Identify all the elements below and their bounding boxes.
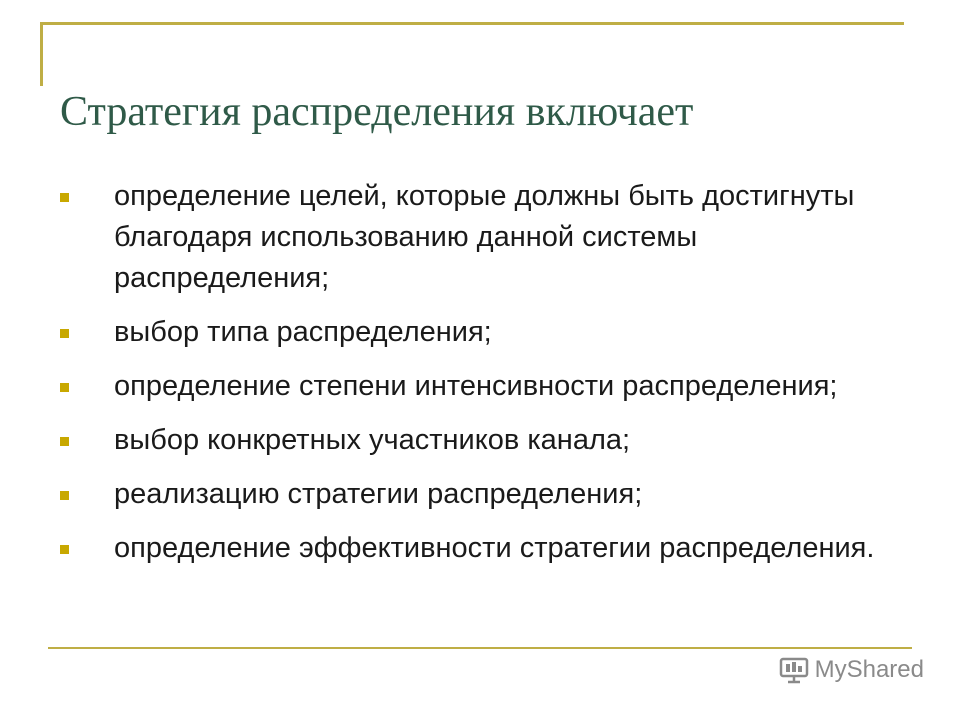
slide-title: Стратегия распределения включает [60, 89, 694, 135]
bullet-item [60, 420, 900, 461]
bullet-marker-icon [60, 545, 69, 554]
bullet-item [60, 366, 900, 407]
top-decor-line [40, 22, 904, 25]
bullet-text: реализацию стратегии распределения; [114, 478, 643, 510]
bullet-text: определение степени интенсивности распределения; [114, 370, 838, 402]
bullet-text: определение эффективности стратегии распределения. [114, 532, 875, 564]
bullet-marker-icon [60, 491, 69, 500]
watermark-text: MyShared [814, 656, 924, 683]
bullet-item [60, 312, 900, 353]
bullet-marker-icon [60, 383, 69, 392]
bullet-list [60, 176, 900, 582]
bullet-text: выбор типа распределения; [114, 316, 492, 348]
bullet-text: определение целей, которые должны быть достигнуты благодаря использованию данной системы распределения; [114, 180, 855, 294]
left-decor-line [40, 22, 43, 86]
bullet-item [60, 474, 900, 515]
bullet-item [60, 176, 900, 299]
bullet-item [60, 528, 900, 569]
slideshow-icon [779, 656, 809, 684]
bottom-decor-line [48, 647, 912, 649]
watermark [779, 656, 924, 684]
bullet-marker-icon [60, 193, 69, 202]
bullet-text: выбор конкретных участников канала; [114, 424, 631, 456]
bullet-marker-icon [60, 329, 69, 338]
bullet-marker-icon [60, 437, 69, 446]
